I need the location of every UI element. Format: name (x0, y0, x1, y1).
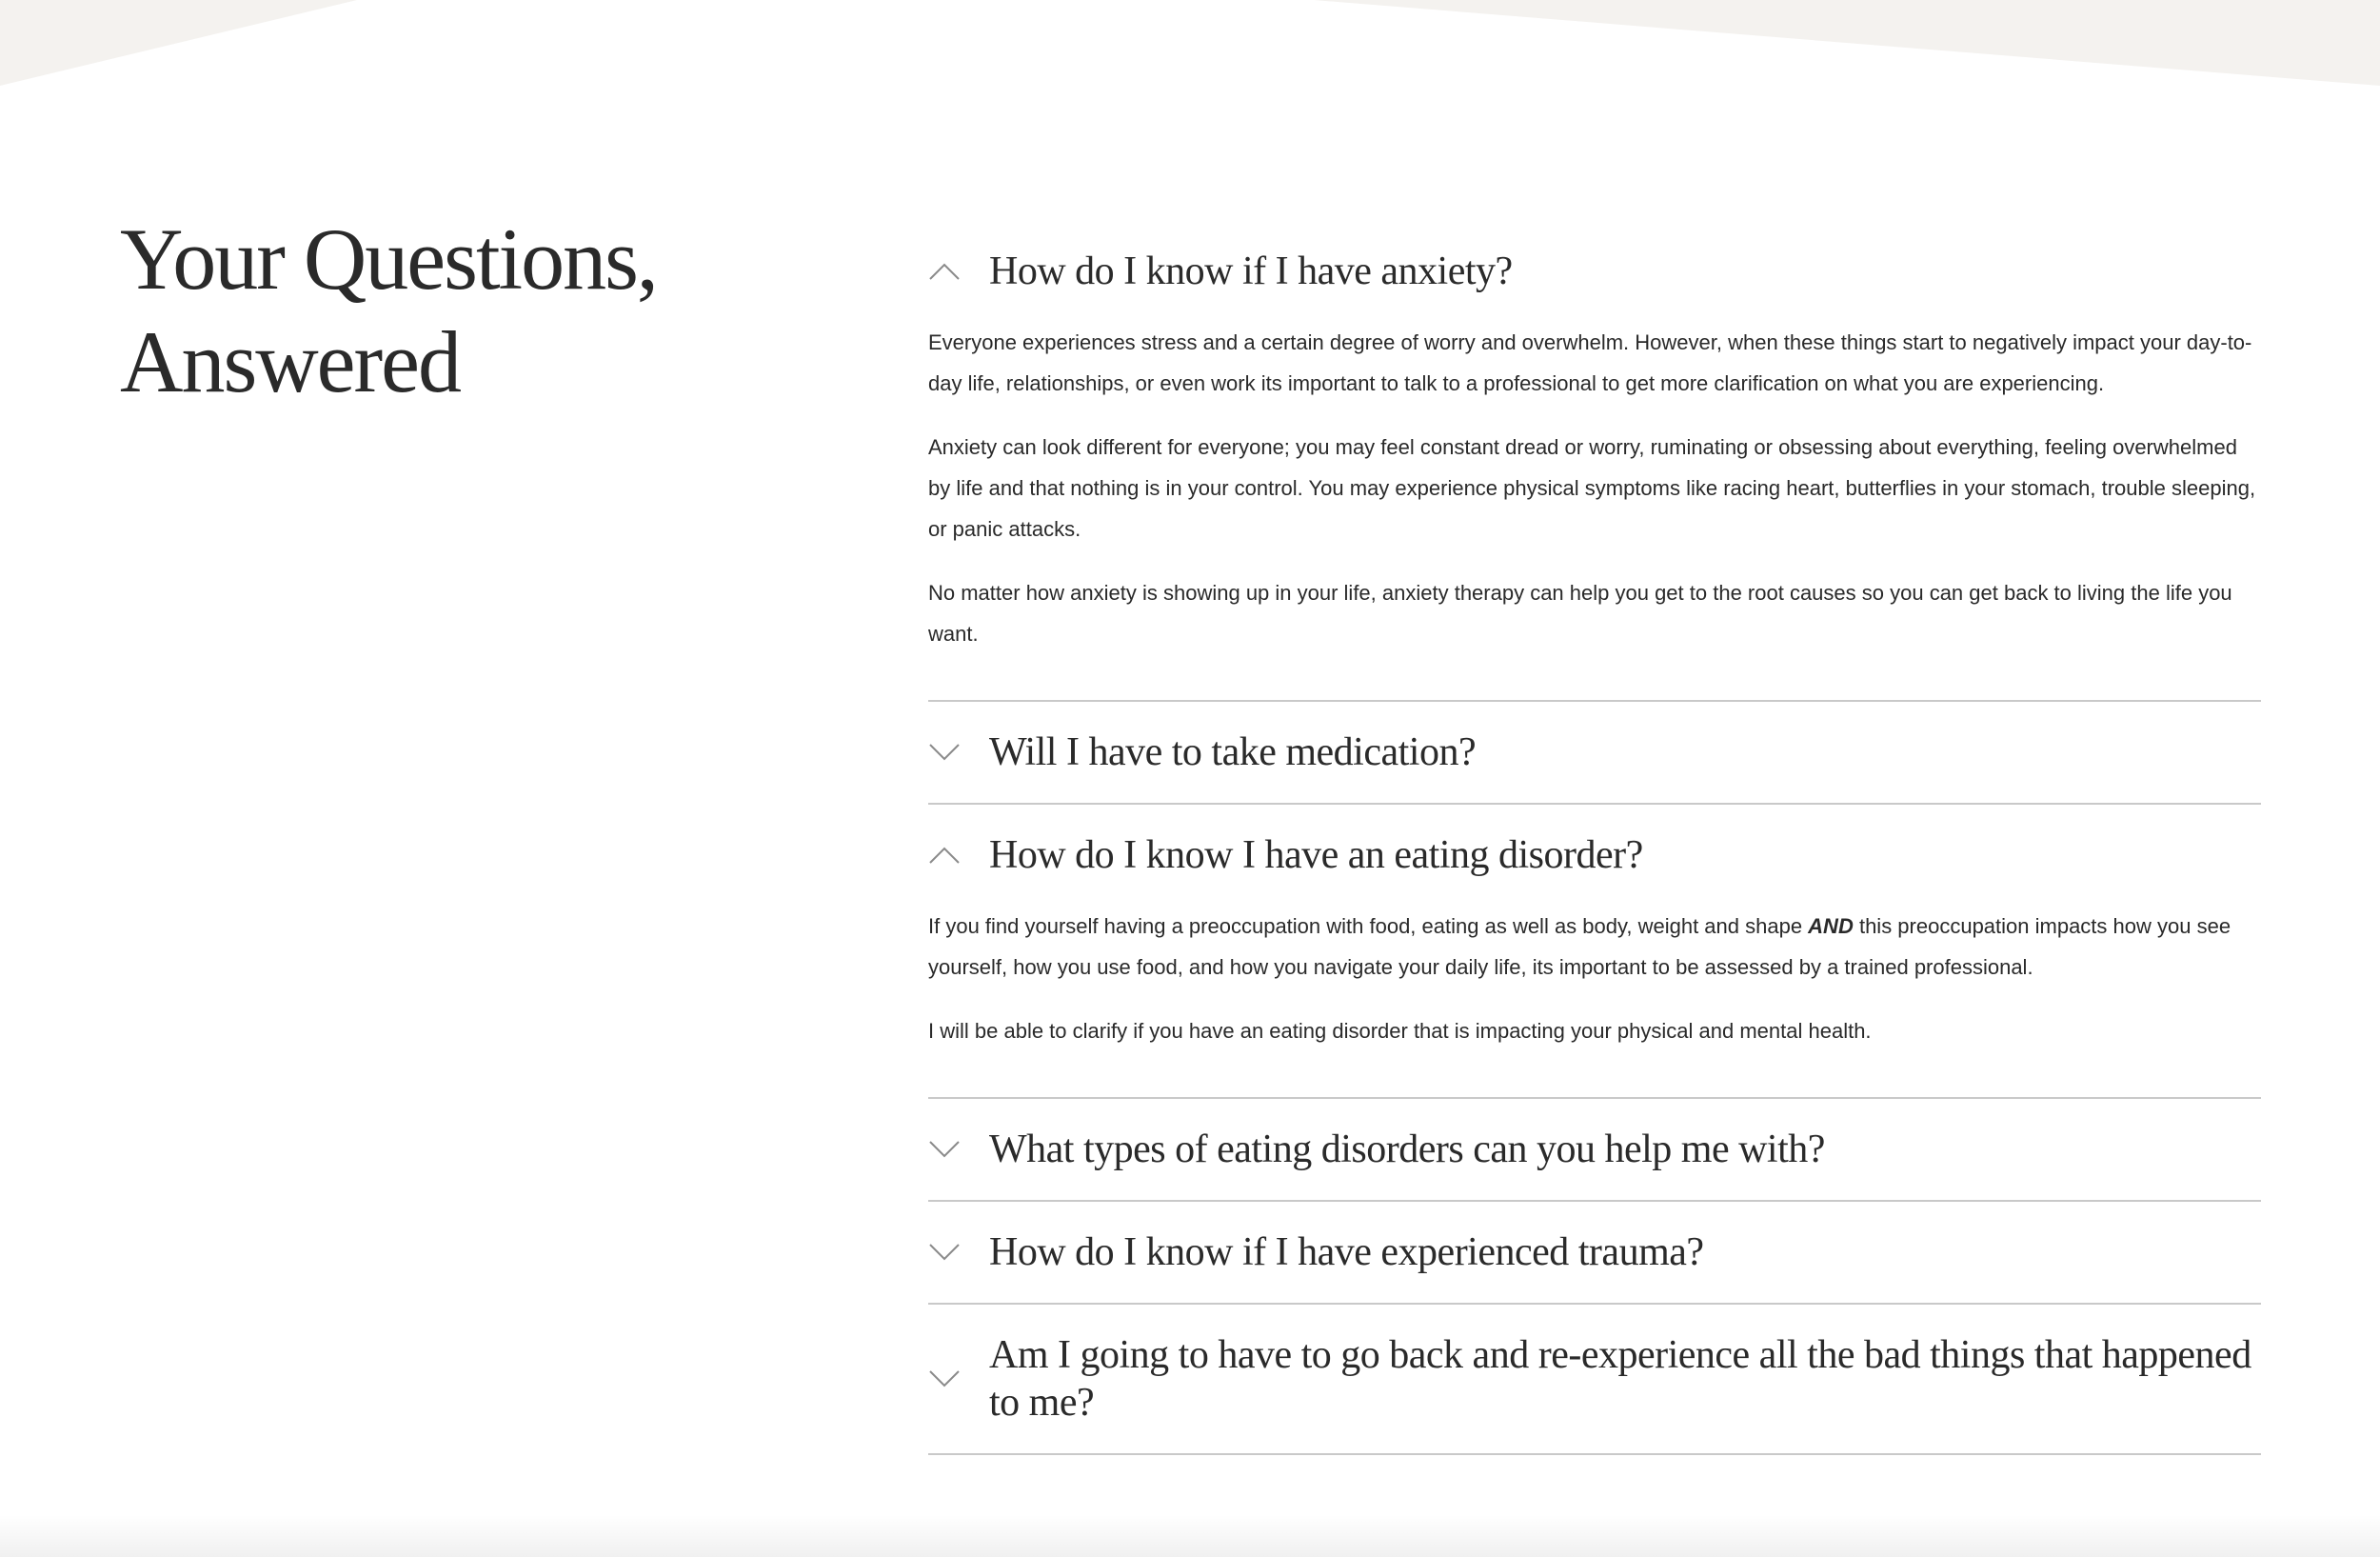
faq-answer (928, 322, 2261, 700)
faq-question: Am I going to have to go back and re-experience all the bad things that happened to me? (989, 1333, 2251, 1425)
page-title (120, 208, 657, 413)
faq-answer-paragraph: Anxiety can look different for everyone; you may feel constant dread or worry, ruminating or obsessing about everything, feeling overwhelmed by life and that nothing is in your control. You may experience physical symptoms like racing heart, butterflies in your stomach, trouble sleeping, or panic attacks. (928, 435, 2256, 541)
faq-item (928, 805, 2261, 1099)
faq-answer-paragraph: I will be able to clarify if you have an eating disorder that is impacting your physical and mental health. (928, 1019, 1872, 1043)
top-decorative-band (0, 0, 2380, 95)
page-title-line-1: Your Questions, (120, 210, 657, 308)
faq-answer-paragraph (928, 906, 2261, 988)
faq-question: How do I know if I have anxiety? (989, 250, 1513, 293)
faq-question: Will I have to take medication? (989, 730, 1477, 774)
answer-emphasis: AND (1808, 914, 1854, 938)
faq-item (928, 702, 2261, 805)
faq-toggle-eating-disorder-types[interactable] (928, 1099, 2261, 1200)
chevron-down-icon[interactable] (928, 1140, 961, 1159)
faq-accordion (928, 221, 2261, 1455)
faq-item (928, 1202, 2261, 1305)
chevron-up-icon[interactable] (928, 262, 961, 281)
faq-toggle-medication[interactable] (928, 702, 2261, 803)
faq-item (928, 221, 2261, 702)
faq-toggle-eating-disorder[interactable] (928, 805, 2261, 906)
faq-toggle-re-experience[interactable] (928, 1305, 2261, 1453)
faq-question: How do I know I have an eating disorder? (989, 833, 1643, 877)
faq-item (928, 1099, 2261, 1202)
chevron-down-icon[interactable] (928, 1243, 961, 1262)
answer-text-after: this preoccupation impacts how you see yourself, how you use food, and how you navigate your daily life, its important to be assessed by a trained professional. (928, 914, 2231, 979)
faq-toggle-trauma[interactable] (928, 1202, 2261, 1303)
answer-text-before: If you find yourself having a preoccupation with food, eating as well as body, weight and shape (928, 914, 1809, 938)
faq-answer (928, 906, 2261, 1097)
chevron-down-icon[interactable] (928, 743, 961, 762)
faq-answer-paragraph: No matter how anxiety is showing up in your life, anxiety therapy can help you get to the root causes so you can get back to living the life you want. (928, 581, 2232, 646)
faq-question: How do I know if I have experienced trauma? (989, 1230, 1704, 1274)
faq-item (928, 1305, 2261, 1455)
page-title-line-2: Answered (120, 313, 460, 410)
chevron-down-icon[interactable] (928, 1369, 961, 1388)
faq-question: What types of eating disorders can you help me with? (989, 1128, 1825, 1171)
bottom-scroll-shadow (0, 1514, 2380, 1557)
faq-toggle-anxiety[interactable] (928, 221, 2261, 322)
faq-answer-paragraph: Everyone experiences stress and a certain degree of worry and overwhelm. However, when these things start to negatively impact your day-to-day life, relationships, or even work its important to talk to a professional to get more clarification on what you are experiencing. (928, 330, 2252, 395)
chevron-up-icon[interactable] (928, 846, 961, 865)
